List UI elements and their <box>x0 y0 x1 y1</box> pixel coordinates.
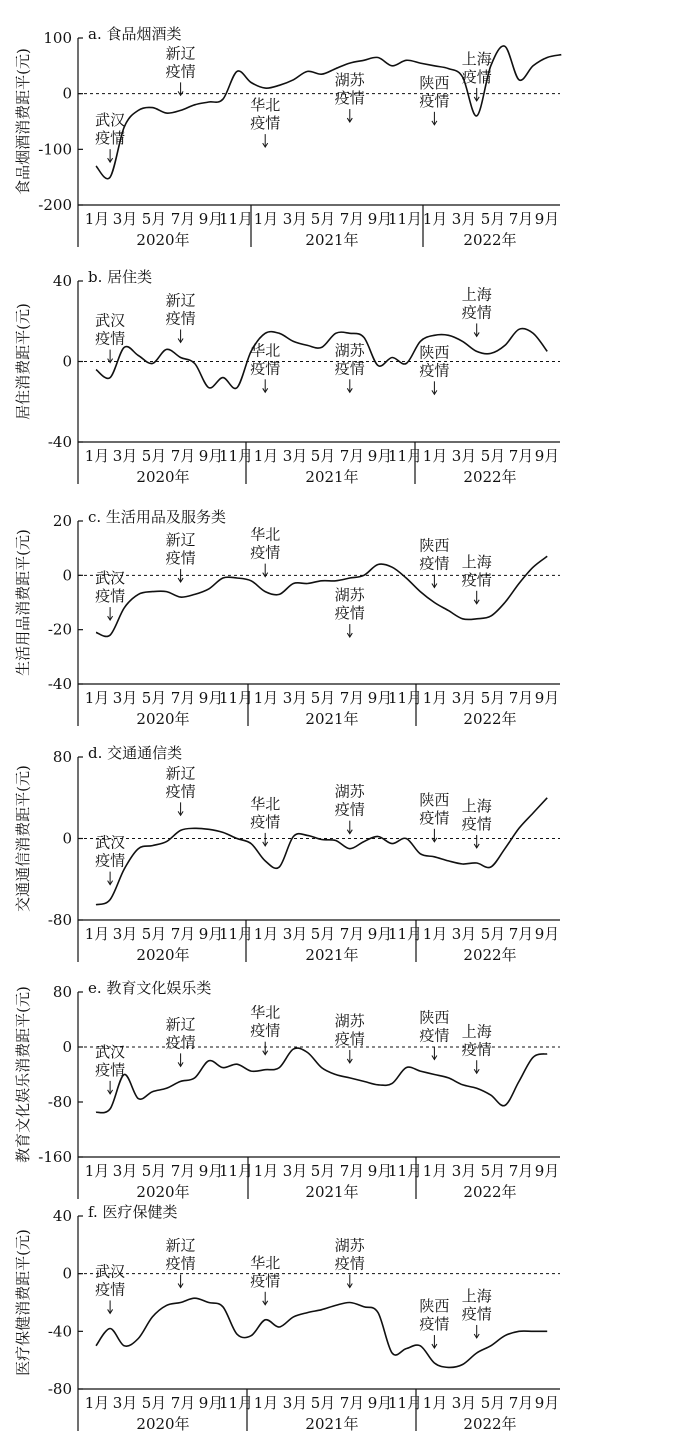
annotation-label: 疫情 <box>95 1060 126 1079</box>
y-axis-label: 医疗保健消费距平(元) <box>14 1229 32 1376</box>
x-tick-label: 3月 <box>451 925 477 943</box>
panel-title: b. 居住类 <box>88 268 153 286</box>
annotation-label: 疫情 <box>165 309 196 328</box>
event-annotation <box>419 537 449 588</box>
panel-title: f. 医疗保健类 <box>88 1203 178 1221</box>
chart-panel-3 <box>14 508 560 728</box>
annotation-label: 陕西 <box>419 73 450 92</box>
x-tick-label: 11月 <box>387 925 423 943</box>
x-tick-label: 7月 <box>339 925 365 943</box>
x-tick-label: 3月 <box>282 1162 308 1180</box>
x-tick-label: 9月 <box>367 1162 393 1180</box>
annotation-label: 疫情 <box>419 1026 450 1045</box>
x-tick-label: 5月 <box>141 1394 167 1412</box>
annotation-label: 华北 <box>250 794 281 813</box>
y-tick-label: 0 <box>62 1038 72 1056</box>
annotation-label: 新辽 <box>165 44 196 63</box>
annotation-label: 疫情 <box>165 549 196 568</box>
annotation-label: 疫情 <box>250 812 281 831</box>
event-annotation <box>462 285 492 336</box>
annotation-label: 武汉 <box>95 111 126 130</box>
event-annotation <box>462 1022 492 1073</box>
annotation-label: 新辽 <box>165 531 196 550</box>
annotation-label: 湖苏 <box>334 586 365 605</box>
y-tick-label: 40 <box>52 272 72 290</box>
y-tick-label: 0 <box>62 352 72 371</box>
annotation-label: 疫情 <box>165 62 196 81</box>
event-annotation <box>95 1262 125 1313</box>
annotation-label: 疫情 <box>334 89 365 108</box>
event-annotation <box>250 526 280 577</box>
x-tick-label: 1月 <box>422 1394 448 1412</box>
annotation-label: 华北 <box>250 96 281 115</box>
x-tick-label: 3月 <box>282 689 308 707</box>
x-tick-label: 1月 <box>422 210 448 228</box>
year-label: 2022年 <box>463 946 517 964</box>
event-annotation <box>335 1237 366 1288</box>
year-label: 2021年 <box>305 1183 359 1201</box>
annotation-label: 疫情 <box>250 114 281 133</box>
annotation-label: 疫情 <box>250 543 281 562</box>
year-label: 2020年 <box>136 468 190 486</box>
x-tick-label: 3月 <box>112 689 138 707</box>
event-annotation <box>335 783 366 834</box>
annotation-label: 疫情 <box>334 604 365 623</box>
y-tick-label: 100 <box>43 29 72 47</box>
chart-panel-1 <box>14 25 561 249</box>
annotation-label: 疫情 <box>419 808 450 827</box>
x-tick-label: 1月 <box>422 689 448 707</box>
x-tick-label: 3月 <box>451 447 477 465</box>
x-tick-label: 7月 <box>170 1394 196 1412</box>
event-annotation <box>462 553 492 604</box>
annotation-label: 新辽 <box>165 291 196 310</box>
year-label: 2020年 <box>136 231 190 249</box>
annotation-label: 疫情 <box>461 1304 492 1323</box>
event-annotation <box>166 1237 196 1288</box>
panel-title: d. 交通通信类 <box>88 744 183 762</box>
event-annotation <box>166 1015 196 1066</box>
y-tick-label: 20 <box>52 512 72 530</box>
x-tick-label: 7月 <box>508 925 534 943</box>
x-tick-label: 3月 <box>112 925 138 943</box>
x-tick-label: 7月 <box>508 210 534 228</box>
x-tick-label: 3月 <box>451 689 477 707</box>
annotation-label: 湖苏 <box>334 1011 365 1030</box>
annotation-label: 华北 <box>250 1003 281 1022</box>
annotation-label: 疫情 <box>95 587 126 606</box>
y-tick-label: -40 <box>47 433 72 451</box>
x-tick-label: 3月 <box>112 1394 138 1412</box>
x-tick-label: 11月 <box>218 210 254 228</box>
x-tick-label: 3月 <box>451 1394 477 1412</box>
x-tick-label: 1月 <box>84 210 110 228</box>
year-label: 2021年 <box>305 710 359 728</box>
chart-panel-5 <box>14 979 560 1201</box>
x-tick-label: 11月 <box>218 925 254 943</box>
x-tick-label: 3月 <box>112 447 138 465</box>
annotation-label: 武汉 <box>95 1042 126 1061</box>
y-tick-label: 0 <box>62 84 72 103</box>
panel-title: a. 食品烟酒类 <box>88 25 182 43</box>
x-tick-label: 1月 <box>422 925 448 943</box>
x-tick-label: 9月 <box>198 1394 224 1412</box>
x-tick-label: 7月 <box>339 1394 365 1412</box>
annotation-label: 武汉 <box>95 569 126 588</box>
y-tick-label: 80 <box>52 983 72 1001</box>
y-tick-label: -200 <box>38 196 72 214</box>
x-tick-label: 5月 <box>141 1162 167 1180</box>
x-tick-label: 9月 <box>534 689 560 707</box>
annotation-label: 疫情 <box>461 67 492 86</box>
x-tick-label: 11月 <box>218 1162 254 1180</box>
y-tick-label: 0 <box>62 1264 72 1283</box>
x-tick-label: 1月 <box>422 447 448 465</box>
annotation-label: 湖苏 <box>334 71 365 90</box>
year-label: 2020年 <box>136 710 190 728</box>
annotation-label: 华北 <box>250 525 281 544</box>
annotation-label: 疫情 <box>95 851 126 870</box>
year-label: 2020年 <box>136 1415 190 1433</box>
x-tick-label: 5月 <box>310 210 336 228</box>
x-tick-label: 7月 <box>170 925 196 943</box>
annotation-label: 陕西 <box>419 790 450 809</box>
x-tick-label: 5月 <box>310 925 336 943</box>
x-tick-label: 5月 <box>141 689 167 707</box>
event-annotation <box>166 291 196 342</box>
x-tick-label: 1月 <box>84 925 110 943</box>
chart-panel-2 <box>14 268 560 486</box>
x-tick-label: 7月 <box>339 689 365 707</box>
event-annotation <box>95 1043 125 1094</box>
x-tick-label: 11月 <box>387 1394 423 1412</box>
annotation-label: 湖苏 <box>334 1236 365 1255</box>
x-tick-label: 9月 <box>534 925 560 943</box>
event-annotation <box>462 797 492 848</box>
x-tick-label: 1月 <box>253 1394 279 1412</box>
annotation-label: 疫情 <box>165 1033 196 1052</box>
year-label: 2021年 <box>305 1415 359 1433</box>
annotation-label: 武汉 <box>95 1262 126 1281</box>
annotation-label: 上海 <box>461 552 492 571</box>
annotation-label: 疫情 <box>461 814 492 833</box>
year-label: 2022年 <box>463 468 517 486</box>
annotation-label: 疫情 <box>334 1029 365 1048</box>
annotation-label: 疫情 <box>419 1315 450 1334</box>
x-tick-label: 7月 <box>170 447 196 465</box>
x-tick-label: 11月 <box>387 1162 423 1180</box>
x-tick-label: 5月 <box>480 1162 506 1180</box>
annotation-label: 新辽 <box>165 1236 196 1255</box>
year-label: 2021年 <box>305 231 359 249</box>
annotation-label: 华北 <box>250 341 281 360</box>
annotation-label: 武汉 <box>95 311 126 330</box>
x-tick-label: 1月 <box>253 447 279 465</box>
year-label: 2022年 <box>463 1183 517 1201</box>
x-tick-label: 1月 <box>422 1162 448 1180</box>
y-tick-label: 0 <box>62 566 72 585</box>
annotation-label: 疫情 <box>461 303 492 322</box>
y-axis-label: 教育文化娱乐消费距平(元) <box>14 986 32 1163</box>
annotation-label: 疫情 <box>165 1254 196 1273</box>
x-tick-label: 5月 <box>310 447 336 465</box>
year-label: 2020年 <box>136 946 190 964</box>
panel-title: c. 生活用品及服务类 <box>88 508 226 526</box>
event-annotation <box>462 1287 492 1338</box>
annotation-label: 上海 <box>461 1286 492 1305</box>
x-tick-label: 9月 <box>367 210 393 228</box>
x-tick-label: 5月 <box>141 925 167 943</box>
x-tick-label: 1月 <box>84 1394 110 1412</box>
y-tick-label: 40 <box>52 1207 72 1225</box>
x-tick-label: 3月 <box>282 210 308 228</box>
x-tick-label: 9月 <box>367 1394 393 1412</box>
year-label: 2022年 <box>463 1415 517 1433</box>
year-label: 2021年 <box>305 468 359 486</box>
annotation-label: 疫情 <box>95 329 126 348</box>
x-tick-label: 9月 <box>367 689 393 707</box>
event-annotation <box>166 44 196 95</box>
x-tick-label: 9月 <box>367 447 393 465</box>
x-tick-label: 7月 <box>508 447 534 465</box>
x-tick-label: 5月 <box>480 925 506 943</box>
y-tick-label: 0 <box>62 829 72 848</box>
x-tick-label: 11月 <box>387 210 423 228</box>
y-tick-label: -40 <box>47 1322 72 1341</box>
event-annotation <box>335 586 366 637</box>
x-tick-label: 1月 <box>253 210 279 228</box>
annotation-label: 武汉 <box>95 833 126 852</box>
x-tick-label: 3月 <box>451 1162 477 1180</box>
annotation-label: 疫情 <box>461 1040 492 1059</box>
x-tick-label: 5月 <box>480 210 506 228</box>
x-tick-label: 9月 <box>534 447 560 465</box>
x-tick-label: 9月 <box>198 210 224 228</box>
x-tick-label: 3月 <box>112 210 138 228</box>
x-tick-label: 7月 <box>508 689 534 707</box>
x-tick-label: 5月 <box>141 447 167 465</box>
chart-panel-4 <box>14 744 560 964</box>
x-tick-label: 7月 <box>339 1162 365 1180</box>
annotation-label: 陕西 <box>419 1008 450 1027</box>
event-annotation <box>95 111 125 162</box>
x-tick-label: 9月 <box>534 1162 560 1180</box>
annotation-label: 陕西 <box>419 1297 450 1316</box>
event-annotation <box>250 96 280 147</box>
x-tick-label: 5月 <box>310 689 336 707</box>
x-tick-label: 5月 <box>310 1162 336 1180</box>
x-tick-label: 11月 <box>218 447 254 465</box>
x-tick-label: 11月 <box>218 689 254 707</box>
x-tick-label: 7月 <box>339 447 365 465</box>
annotation-label: 疫情 <box>250 1271 281 1290</box>
annotation-label: 疫情 <box>419 554 450 573</box>
x-tick-label: 11月 <box>218 1394 254 1412</box>
annotation-label: 疫情 <box>334 800 365 819</box>
annotation-label: 疫情 <box>461 570 492 589</box>
event-annotation <box>166 531 196 582</box>
x-tick-label: 9月 <box>534 1394 560 1412</box>
x-tick-label: 5月 <box>480 1394 506 1412</box>
panel-title: e. 教育文化娱乐类 <box>88 979 212 997</box>
x-tick-label: 7月 <box>170 689 196 707</box>
y-tick-label: -100 <box>38 140 72 159</box>
event-annotation <box>95 569 125 620</box>
annotation-label: 疫情 <box>334 359 365 378</box>
annotation-label: 陕西 <box>419 343 450 362</box>
x-tick-label: 7月 <box>508 1394 534 1412</box>
x-tick-label: 3月 <box>112 1162 138 1180</box>
x-tick-label: 3月 <box>282 925 308 943</box>
x-tick-label: 3月 <box>282 1394 308 1412</box>
annotation-label: 疫情 <box>250 359 281 378</box>
x-tick-label: 9月 <box>198 1162 224 1180</box>
x-tick-label: 1月 <box>84 1162 110 1180</box>
event-annotation <box>335 71 366 122</box>
annotation-label: 上海 <box>461 796 492 815</box>
x-tick-label: 7月 <box>170 210 196 228</box>
annotation-label: 疫情 <box>95 1280 126 1299</box>
chart-panel-6 <box>14 1203 560 1433</box>
annotation-label: 新辽 <box>165 764 196 783</box>
annotation-label: 湖苏 <box>334 782 365 801</box>
x-tick-label: 1月 <box>253 925 279 943</box>
annotation-label: 上海 <box>461 285 492 304</box>
x-tick-label: 9月 <box>367 925 393 943</box>
event-annotation <box>166 764 196 815</box>
y-axis-label: 交通通信消费距平(元) <box>14 765 32 912</box>
y-axis-label: 居住消费距平(元) <box>14 303 32 420</box>
y-axis-label: 食品烟酒消费距平(元) <box>14 48 32 195</box>
annotation-label: 新辽 <box>165 1015 196 1034</box>
event-annotation <box>419 343 449 394</box>
x-tick-label: 11月 <box>387 689 423 707</box>
event-annotation <box>250 1254 280 1305</box>
y-tick-label: -20 <box>47 620 72 639</box>
x-tick-label: 7月 <box>339 210 365 228</box>
y-tick-label: -80 <box>47 1093 72 1111</box>
event-annotation <box>419 74 449 125</box>
x-tick-label: 5月 <box>141 210 167 228</box>
y-tick-label: -80 <box>47 911 72 929</box>
annotation-label: 疫情 <box>95 129 126 148</box>
annotation-label: 疫情 <box>419 91 450 110</box>
annotation-label: 疫情 <box>250 1021 281 1040</box>
x-tick-label: 7月 <box>170 1162 196 1180</box>
x-tick-label: 9月 <box>198 447 224 465</box>
x-tick-label: 7月 <box>508 1162 534 1180</box>
event-annotation <box>335 341 366 392</box>
x-tick-label: 5月 <box>310 1394 336 1412</box>
y-tick-label: -80 <box>47 1380 72 1398</box>
x-tick-label: 1月 <box>253 689 279 707</box>
event-annotation <box>250 341 280 392</box>
year-label: 2022年 <box>463 231 517 249</box>
annotation-label: 上海 <box>461 49 492 68</box>
annotation-label: 华北 <box>250 1253 281 1272</box>
y-axis-label: 生活用品消费距平(元) <box>14 529 32 676</box>
x-tick-label: 9月 <box>198 925 224 943</box>
annotation-label: 疫情 <box>419 361 450 380</box>
event-annotation <box>419 1297 449 1348</box>
x-tick-label: 5月 <box>480 447 506 465</box>
event-annotation <box>419 791 449 842</box>
y-tick-label: -160 <box>38 1148 72 1166</box>
y-tick-label: 80 <box>52 748 72 766</box>
year-label: 2021年 <box>305 946 359 964</box>
annotation-label: 陕西 <box>419 536 450 555</box>
x-tick-label: 1月 <box>84 447 110 465</box>
x-tick-label: 9月 <box>198 689 224 707</box>
annotation-label: 疫情 <box>334 1254 365 1273</box>
event-annotation <box>419 1009 449 1060</box>
x-tick-label: 3月 <box>451 210 477 228</box>
x-tick-label: 9月 <box>534 210 560 228</box>
x-tick-label: 3月 <box>282 447 308 465</box>
series-line <box>96 329 547 389</box>
x-tick-label: 11月 <box>387 447 423 465</box>
year-label: 2022年 <box>463 710 517 728</box>
x-tick-label: 5月 <box>480 689 506 707</box>
annotation-label: 湖苏 <box>334 341 365 360</box>
year-label: 2020年 <box>136 1183 190 1201</box>
y-tick-label: -40 <box>47 675 72 693</box>
annotation-label: 上海 <box>461 1022 492 1041</box>
x-tick-label: 1月 <box>84 689 110 707</box>
event-annotation <box>335 1012 366 1063</box>
annotation-label: 疫情 <box>165 782 196 801</box>
x-tick-label: 1月 <box>253 1162 279 1180</box>
